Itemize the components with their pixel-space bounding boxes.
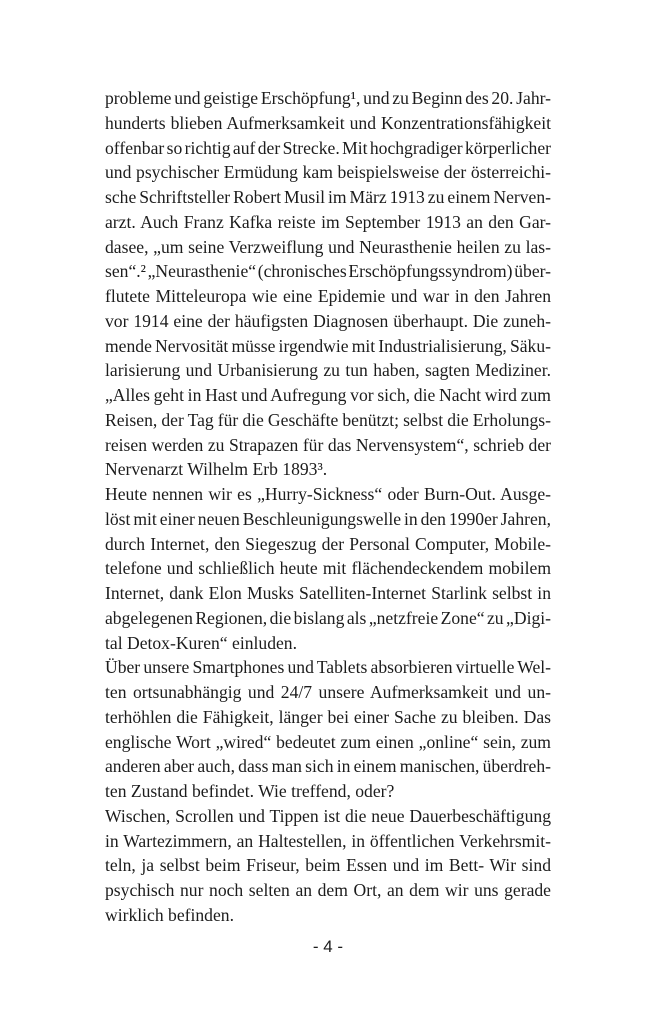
text-line: telefone und schließlich heute mit flächendeckendem mobilem [105,558,551,579]
paragraph [105,86,551,482]
text-line: abgelegenen Regionen, die bislang als „netzfreie Zone“ zu „Digi- [105,607,551,628]
text-line: sche Schriftsteller Robert Musil im März 1913 zu einem Nerven- [105,187,551,207]
text-line: Heute nennen wir es „Hurry-Sickness“ oder Burn-Out. Ausge- [105,484,551,504]
text-line: löst mit einer neuen Beschleunigungswelle in den 1990er Jahren, [105,508,551,529]
text-line: arzt. Auch Franz Kafka reiste im September 1913 an den Gar- [105,211,551,232]
text-line: terhöhlen die Fähigkeit, länger bei einer Sache zu bleiben. Das [105,706,551,727]
text-line: Wischen, Scrollen und Tippen ist die neue Dauerbeschäftigung [105,805,551,826]
text-line: reisen werden zu Strapazen für das Nervensystem“, schrieb der [105,434,551,455]
page-number: - 4 - [312,937,344,956]
text-line: mende Nervosität müsse irgendwie mit Industrialisierung, Säku- [105,335,551,356]
text-line: englische Wort „wired“ bedeutet zum einen „online“ sein, zum [105,731,551,752]
text-line: Über unsere Smartphones und Tablets absorbieren virtuelle Wel- [105,657,551,678]
text-line: sen“.² „Neurasthenie“ (chronisches Erschöpfungssyndrom) über- [105,261,551,282]
text-line: „Alles geht in Hast und Aufregung vor sich, die Nacht wird zum [105,385,551,405]
text-line: Reisen, der Tag für die Geschäfte benützt; selbst die Erholungs- [105,409,551,430]
text-line: probleme und geistige Erschöpfung¹, und zu Beginn des 20. Jahr- [105,88,551,108]
text-line: larisierung und Urbanisierung zu tun haben, sagten Mediziner. [105,360,551,381]
text-line: und psychischer Ermüdung kam beispielsweise der österreichi- [105,162,551,183]
text-line: vor 1914 eine der häufigsten Diagnosen überhaupt. Die zuneh- [105,310,551,331]
text-line: hunderts blieben Aufmerksamkeit und Konzentrationsfähigkeit [105,112,551,133]
text-line: tal Detox-Kuren“ einluden. [105,632,297,653]
paragraph [105,804,551,928]
text-line: ten ortsunabhängig und 24/7 unsere Aufmerksamkeit und un- [105,682,551,702]
text-line: offenbar so richtig auf der Strecke. Mit hochgradiger körperlicher [105,137,551,158]
paragraph [105,655,551,804]
text-line: in Wartezimmern, an Haltestellen, in öffentlichen Verkehrsmit- [105,830,551,851]
text-line: dasee, „um seine Verzweiflung und Neurasthenie heilen zu las- [105,236,551,257]
text-line: durch Internet, den Siegeszug der Personal Computer, Mobile- [105,533,551,554]
text-line: Nervenarzt Wilhelm Erb 1893³. [105,459,328,480]
text-line: Internet, dank Elon Musks Satelliten-Internet Starlink selbst in [105,583,551,603]
text-line: wirklich befinden. [105,904,234,925]
page-body [105,86,551,928]
text-line: teln, ja selbst beim Friseur, beim Essen und im Bett- Wir sind [105,855,551,876]
text-line: ten Zustand befindet. Wie treffend, oder? [105,781,395,801]
paragraph [105,482,551,655]
text-line: flutete Mitteleuropa wie eine Epidemie und war in den Jahren [105,286,551,306]
text-line: anderen aber auch, dass man sich in einem manischen, überdreh- [105,756,551,777]
text-line: psychisch nur noch selten an dem Ort, an dem wir uns gerade [105,880,551,900]
